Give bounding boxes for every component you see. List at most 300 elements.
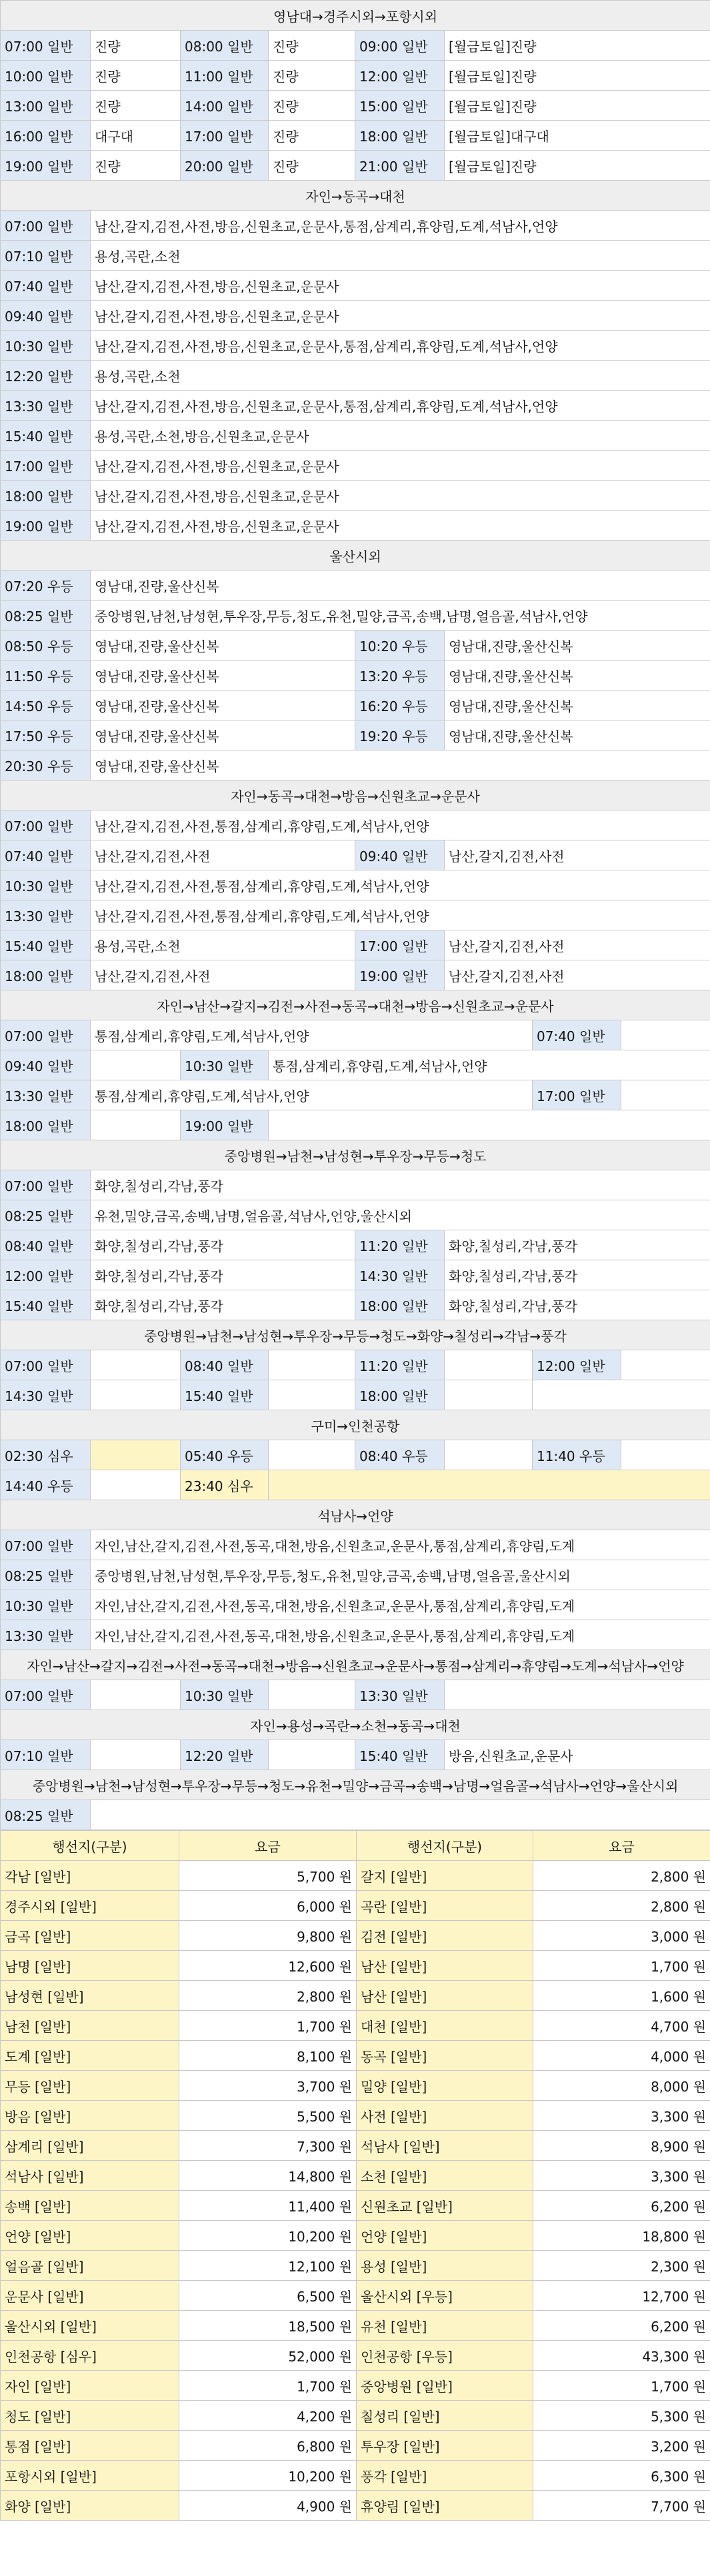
route-stops: 용성,곡란,소천,방음,신원초교,운문사 <box>91 421 710 451</box>
route-stops: 진량 <box>91 151 181 181</box>
departure-time: 19:00 일반 <box>181 1110 269 1140</box>
fare-row <box>1 1951 710 1981</box>
fare-destination: 각남 [일반] <box>1 1861 179 1891</box>
route-stops: 진량 <box>91 31 181 61</box>
departure-time: 18:00 일반 <box>355 1380 445 1410</box>
route-stops <box>269 1110 710 1140</box>
route-stops <box>269 1440 355 1470</box>
table-row <box>1 1530 710 1560</box>
fare-amount: 7,300 원 <box>179 2131 357 2161</box>
fare-destination: 남천 [일반] <box>1 2011 179 2041</box>
table-row <box>1 1260 710 1290</box>
fare-row <box>1 2341 710 2371</box>
route-stops: 영남대,진량,울산신복 <box>91 631 355 660</box>
route-stops: 남산,갈지,김전,사전,방음,신원초교,운문사 <box>91 451 710 481</box>
table-row <box>1 810 710 840</box>
departure-time: 07:00 일반 <box>1 1530 91 1560</box>
fare-amount: 8,100 원 <box>179 2041 357 2071</box>
table-row <box>1 511 710 541</box>
departure-time: 11:00 일반 <box>181 61 269 91</box>
departure-time: 11:40 우등 <box>533 1440 621 1470</box>
fare-destination: 화양 [일반] <box>1 2491 179 2521</box>
fare-amount: 2,300 원 <box>533 2251 710 2281</box>
route-stops: 화양,칠성리,각남,풍각 <box>91 1230 355 1260</box>
table-row <box>1 840 710 870</box>
departure-time: 19:00 일반 <box>1 151 91 181</box>
table-row <box>1 1560 710 1590</box>
route-stops: 남산,갈지,김전,사전,방음,신원초교,운문사,통점,삼계리,휴양림,도계,석남사,언양 <box>91 331 710 361</box>
departure-time: 15:00 일반 <box>355 91 445 121</box>
route-stops: 영남대,진량,울산신복 <box>445 720 710 750</box>
table-row <box>1 660 710 690</box>
departure-time: 07:00 일반 <box>1 1170 91 1200</box>
fare-amount: 10,200 원 <box>179 2461 357 2491</box>
route-stops <box>445 1680 710 1710</box>
fare-destination: 남산 [일반] <box>357 1951 533 1981</box>
fare-rows <box>1 1861 710 2521</box>
route-stops: 남산,갈지,김전,사전 <box>91 960 355 990</box>
route-stops: 영남대,진량,울산신복 <box>445 690 710 720</box>
route-stops <box>269 1380 355 1410</box>
fare-destination: 남성현 [일반] <box>1 1981 179 2011</box>
fare-destination: 동곡 [일반] <box>357 2041 533 2071</box>
route-stops: 진량 <box>91 91 181 121</box>
departure-time: 17:00 일반 <box>355 930 445 960</box>
fare-row <box>1 2101 710 2131</box>
route-stops: 대구대 <box>91 121 181 151</box>
departure-time: 17:50 우등 <box>1 720 91 750</box>
departure-time: 14:30 일반 <box>1 1380 91 1410</box>
table-row <box>1 1590 710 1620</box>
fare-amount: 4,900 원 <box>179 2491 357 2521</box>
fare-amount: 52,000 원 <box>179 2341 357 2371</box>
departure-time: 15:40 일반 <box>1 930 91 960</box>
column-header: 요금 <box>533 1831 710 1861</box>
departure-time: 21:00 일반 <box>355 151 445 181</box>
departure-time: 05:40 우등 <box>181 1440 269 1470</box>
fare-destination: 도계 [일반] <box>1 2041 179 2071</box>
route-stops: 통점,삼계리,휴양림,도계,석남사,언양 <box>91 1080 533 1110</box>
column-header: 요금 <box>179 1831 357 1861</box>
fare-amount: 6,200 원 <box>533 2191 710 2221</box>
empty-cell <box>533 1380 710 1410</box>
fare-row <box>1 2071 710 2101</box>
table-row <box>1 571 710 601</box>
fare-row <box>1 2191 710 2221</box>
fare-amount: 10,200 원 <box>179 2221 357 2251</box>
route-stops <box>91 1050 181 1080</box>
route-stops <box>269 1470 710 1500</box>
departure-time: 14:50 우등 <box>1 690 91 720</box>
route-stops <box>91 1440 181 1470</box>
departure-time: 10:30 일반 <box>181 1680 269 1710</box>
fare-destination: 남산 [일반] <box>357 1981 533 2011</box>
section-header <box>1 1 710 31</box>
fare-amount: 4,700 원 <box>533 2011 710 2041</box>
departure-time: 07:00 일반 <box>1 211 91 241</box>
route-stops <box>91 1800 710 1830</box>
route-stops: 영남대,진량,울산신복 <box>91 690 355 720</box>
fare-amount: 2,800 원 <box>533 1861 710 1891</box>
departure-time: 18:00 일반 <box>355 1290 445 1320</box>
route-stops <box>621 1080 710 1110</box>
departure-time: 18:00 일반 <box>355 121 445 151</box>
route-stops <box>91 1380 181 1410</box>
departure-time: 17:00 일반 <box>533 1080 621 1110</box>
fare-amount: 9,800 원 <box>179 1921 357 1951</box>
table-row <box>1 1800 710 1830</box>
fare-row <box>1 1891 710 1921</box>
route-stops: 용성,곡란,소천 <box>91 930 355 960</box>
departure-time: 13:20 우등 <box>355 660 445 690</box>
table-row <box>1 1290 710 1320</box>
section-title: 영남대→경주시외→포항시외 <box>1 1 710 31</box>
column-header: 행선지(구분) <box>357 1831 533 1861</box>
departure-time: 13:30 일반 <box>1 900 91 930</box>
departure-time: 13:30 일반 <box>1 391 91 421</box>
departure-time: 13:30 일반 <box>1 1620 91 1650</box>
fare-destination: 인천공항 [우등] <box>357 2341 533 2371</box>
departure-time: 08:25 일반 <box>1 1800 91 1830</box>
route-stops: 화양,칠성리,각남,풍각 <box>91 1290 355 1320</box>
departure-time: 15:40 일반 <box>1 421 91 451</box>
fare-amount: 6,300 원 <box>533 2461 710 2491</box>
departure-time: 10:00 일반 <box>1 61 91 91</box>
departure-time: 07:00 일반 <box>1 31 91 61</box>
departure-time: 10:30 일반 <box>1 870 91 900</box>
route-stops: 진량 <box>269 91 355 121</box>
fare-header-row <box>1 1831 710 1861</box>
fare-amount: 6,800 원 <box>179 2431 357 2461</box>
fare-amount: 8,000 원 <box>533 2071 710 2101</box>
section-header <box>1 1650 710 1680</box>
fare-row <box>1 2251 710 2281</box>
table-row <box>1 271 710 301</box>
fare-destination: 운문사 [일반] <box>1 2281 179 2311</box>
departure-time: 09:40 일반 <box>355 840 445 870</box>
departure-time: 20:00 일반 <box>181 151 269 181</box>
route-stops: 남산,갈지,김전,사전,통점,삼계리,휴양림,도계,석남사,언양 <box>91 810 710 840</box>
section-header <box>1 541 710 571</box>
section-title: 구미→인천공항 <box>1 1410 710 1440</box>
route-stops: 통점,삼계리,휴양림,도계,석남사,언양 <box>269 1050 710 1080</box>
table-row <box>1 1050 710 1080</box>
departure-time: 07:00 일반 <box>1 1680 91 1710</box>
route-stops <box>91 1350 181 1380</box>
departure-time: 15:40 일반 <box>1 1290 91 1320</box>
table-row <box>1 1620 710 1650</box>
departure-time: 16:20 우등 <box>355 690 445 720</box>
table-row <box>1 1170 710 1200</box>
fare-amount: 8,900 원 <box>533 2131 710 2161</box>
fare-row <box>1 2311 710 2341</box>
route-stops: 남산,갈지,김전,사전,방음,신원초교,운문사,통점,삼계리,휴양림,도계,석남사,언양 <box>91 391 710 421</box>
section-header <box>1 780 710 810</box>
table-row <box>1 91 710 121</box>
departure-time: 13:30 일반 <box>1 1080 91 1110</box>
table-row <box>1 601 710 631</box>
route-stops: 중앙병원,남천,남성현,투우장,무등,청도,유천,밀양,금곡,송백,남명,얼음골,석남사,언양 <box>91 601 710 631</box>
route-stops: 진량 <box>269 121 355 151</box>
route-stops: 남산,갈지,김전,사전 <box>445 930 710 960</box>
departure-time: 10:30 일반 <box>1 1590 91 1620</box>
route-stops: 진량 <box>269 31 355 61</box>
fare-amount: 14,800 원 <box>179 2161 357 2191</box>
fare-amount: 11,400 원 <box>179 2191 357 2221</box>
departure-time: 18:00 일반 <box>1 481 91 511</box>
fare-destination: 금곡 [일반] <box>1 1921 179 1951</box>
route-stops: 남산,갈지,김전,사전 <box>445 960 710 990</box>
table-row <box>1 331 710 361</box>
fare-destination: 무등 [일반] <box>1 2071 179 2101</box>
route-stops <box>445 1440 533 1470</box>
fare-row <box>1 2281 710 2311</box>
departure-time: 17:00 일반 <box>1 451 91 481</box>
table-row <box>1 1380 710 1410</box>
route-stops: 남산,갈지,김전,사전,통점,삼계리,휴양림,도계,석남사,언양 <box>91 900 710 930</box>
departure-time: 07:00 일반 <box>1 1350 91 1380</box>
column-header: 행선지(구분) <box>1 1831 179 1861</box>
route-stops: 진량 <box>269 151 355 181</box>
fare-amount: 7,700 원 <box>533 2491 710 2521</box>
fare-destination: 인천공항 [심우] <box>1 2341 179 2371</box>
fare-row <box>1 2431 710 2461</box>
route-stops: 통점,삼계리,휴양림,도계,석남사,언양 <box>91 1020 533 1050</box>
section-header <box>1 1140 710 1170</box>
fare-amount: 1,700 원 <box>533 1951 710 1981</box>
route-stops <box>445 1380 533 1410</box>
section-title: 중앙병원→남천→남성현→투우장→무등→청도 <box>1 1140 710 1170</box>
departure-time: 14:00 일반 <box>181 91 269 121</box>
route-stops: [월금토일]진량 <box>445 31 710 61</box>
route-stops: 화양,칠성리,각남,풍각 <box>91 1170 710 1200</box>
table-row <box>1 1230 710 1260</box>
section-title: 울산시외 <box>1 541 710 571</box>
route-stops: 자인,남산,갈지,김전,사전,동곡,대천,방음,신원초교,운문사,통점,삼계리,휴양림,도계 <box>91 1620 710 1650</box>
fare-destination: 김전 [일반] <box>357 1921 533 1951</box>
table-row <box>1 481 710 511</box>
section-title: 석남사→언양 <box>1 1500 710 1530</box>
fare-destination: 남명 [일반] <box>1 1951 179 1981</box>
route-stops: 영남대,진량,울산신복 <box>445 660 710 690</box>
fare-destination: 칠성리 [일반] <box>357 2401 533 2431</box>
fare-amount: 43,300 원 <box>533 2341 710 2371</box>
route-stops: 화양,칠성리,각남,풍각 <box>445 1230 710 1260</box>
fare-row <box>1 2221 710 2251</box>
fare-destination: 포항시외 [일반] <box>1 2461 179 2491</box>
fare-destination: 통점 [일반] <box>1 2431 179 2461</box>
fare-destination: 석남사 [일반] <box>1 2161 179 2191</box>
fare-row <box>1 2161 710 2191</box>
departure-time: 08:40 일반 <box>181 1350 269 1380</box>
departure-time: 13:00 일반 <box>1 91 91 121</box>
fare-amount: 6,000 원 <box>179 1891 357 1921</box>
departure-time: 07:40 일반 <box>1 271 91 301</box>
route-stops: 영남대,진량,울산신복 <box>91 660 355 690</box>
route-stops: 영남대,진량,울산신복 <box>91 571 710 601</box>
fare-row <box>1 2041 710 2071</box>
route-stops <box>269 1680 355 1710</box>
departure-time: 07:40 일반 <box>533 1020 621 1050</box>
fare-amount: 6,500 원 <box>179 2281 357 2311</box>
route-stops <box>91 1110 181 1140</box>
departure-time: 08:40 우등 <box>355 1440 445 1470</box>
fare-destination: 소천 [일반] <box>357 2161 533 2191</box>
departure-time: 08:25 일반 <box>1 1560 91 1590</box>
route-stops: 화양,칠성리,각남,풍각 <box>445 1260 710 1290</box>
fare-row <box>1 1921 710 1951</box>
route-stops: 남산,갈지,김전,사전,방음,신원초교,운문사 <box>91 301 710 331</box>
route-stops <box>621 1350 710 1380</box>
departure-time: 08:40 일반 <box>1 1230 91 1260</box>
table-row <box>1 121 710 151</box>
departure-time: 12:00 일반 <box>355 61 445 91</box>
route-stops: 자인,남산,갈지,김전,사전,동곡,대천,방음,신원초교,운문사,통점,삼계리,휴양림,도계 <box>91 1590 710 1620</box>
table-row <box>1 241 710 271</box>
section-header <box>1 181 710 211</box>
route-stops <box>269 1350 355 1380</box>
departure-time: 14:30 일반 <box>355 1260 445 1290</box>
table-row <box>1 61 710 91</box>
departure-time: 19:20 우등 <box>355 720 445 750</box>
departure-time: 07:10 일반 <box>1 241 91 271</box>
route-stops: 중앙병원,남천,남성현,투우장,무등,청도,유천,밀양,금곡,송백,남명,얼음골,울산시외 <box>91 1560 710 1590</box>
route-stops <box>445 1350 533 1380</box>
fare-amount: 12,600 원 <box>179 1951 357 1981</box>
fare-row <box>1 2371 710 2401</box>
fare-amount: 3,300 원 <box>533 2161 710 2191</box>
fare-destination: 자인 [일반] <box>1 2371 179 2401</box>
fare-destination: 투우장 [일반] <box>357 2431 533 2461</box>
table-row <box>1 211 710 241</box>
fare-destination: 갈지 [일반] <box>357 1861 533 1891</box>
route-stops: 화양,칠성리,각남,풍각 <box>91 1260 355 1290</box>
fare-amount: 2,800 원 <box>533 1891 710 1921</box>
section-header <box>1 1410 710 1440</box>
departure-time: 12:00 일반 <box>533 1350 621 1380</box>
fare-destination: 방음 [일반] <box>1 2101 179 2131</box>
route-stops: 영남대,진량,울산신복 <box>91 750 710 780</box>
fare-amount: 18,500 원 <box>179 2311 357 2341</box>
table-row <box>1 900 710 930</box>
section-title: 자인→남산→갈지→김전→사전→동곡→대천→방음→신원초교→운문사 <box>1 990 710 1020</box>
fare-amount: 3,300 원 <box>533 2101 710 2131</box>
route-stops: 남산,갈지,김전,사전,방음,신원초교,운문사 <box>91 271 710 301</box>
table-row <box>1 631 710 660</box>
fare-destination: 얼음골 [일반] <box>1 2251 179 2281</box>
table-row <box>1 750 710 780</box>
departure-time: 08:50 우등 <box>1 631 91 660</box>
route-stops: 자인,남산,갈지,김전,사전,동곡,대천,방음,신원초교,운문사,통점,삼계리,휴양림,도계 <box>91 1530 710 1560</box>
table-row <box>1 1440 710 1470</box>
departure-time: 14:40 우등 <box>1 1470 91 1500</box>
route-stops: [월금토일]대구대 <box>445 121 710 151</box>
departure-time: 11:20 일반 <box>355 1350 445 1380</box>
fare-destination: 곡란 [일반] <box>357 1891 533 1921</box>
departure-time: 18:00 일반 <box>1 1110 91 1140</box>
table-row <box>1 1080 710 1110</box>
route-stops: [월금토일]진량 <box>445 91 710 121</box>
route-stops: 영남대,진량,울산신복 <box>91 720 355 750</box>
fare-amount: 3,700 원 <box>179 2071 357 2101</box>
section-title: 중앙병원→남천→남성현→투우장→무등→청도→유천→밀양→금곡→송백→남명→얼음골→석남사→언양→울산시외 <box>1 1770 710 1800</box>
route-stops <box>621 1440 710 1470</box>
table-row <box>1 1200 710 1230</box>
fare-row <box>1 1981 710 2011</box>
fare-amount: 18,800 원 <box>533 2221 710 2251</box>
route-stops: [월금토일]진량 <box>445 61 710 91</box>
fare-destination: 사전 [일반] <box>357 2101 533 2131</box>
section-header <box>1 1770 710 1800</box>
departure-time: 08:25 일반 <box>1 601 91 631</box>
departure-time: 15:40 일반 <box>355 1740 445 1770</box>
fare-row <box>1 2131 710 2161</box>
departure-time: 13:30 일반 <box>355 1680 445 1710</box>
fare-destination: 대천 [일반] <box>357 2011 533 2041</box>
fare-amount: 1,700 원 <box>179 2371 357 2401</box>
fare-destination: 신원초교 [일반] <box>357 2191 533 2221</box>
fare-destination: 풍각 [일반] <box>357 2461 533 2491</box>
fare-row <box>1 2461 710 2491</box>
fare-destination: 유천 [일반] <box>357 2311 533 2341</box>
departure-time: 10:30 일반 <box>1 331 91 361</box>
route-stops: 용성,곡란,소천 <box>91 241 710 271</box>
route-stops: 남산,갈지,김전,사전,통점,삼계리,휴양림,도계,석남사,언양 <box>91 870 710 900</box>
fare-amount: 5,300 원 <box>533 2401 710 2431</box>
table-row <box>1 451 710 481</box>
section-header <box>1 1500 710 1530</box>
route-stops: 진량 <box>269 61 355 91</box>
table-row <box>1 1740 710 1770</box>
fare-amount: 6,200 원 <box>533 2311 710 2341</box>
fare-destination: 송백 [일반] <box>1 2191 179 2221</box>
table-row <box>1 361 710 391</box>
fare-destination: 휴양림 [일반] <box>357 2491 533 2521</box>
departure-time: 18:00 일반 <box>1 960 91 990</box>
table-row <box>1 1680 710 1710</box>
departure-time: 09:40 일반 <box>1 1050 91 1080</box>
fare-destination: 언양 [일반] <box>357 2221 533 2251</box>
route-stops: 방음,신원초교,운문사 <box>445 1740 710 1770</box>
departure-time: 07:00 일반 <box>1 1020 91 1050</box>
section-header <box>1 1710 710 1740</box>
fare-amount: 3,000 원 <box>533 1921 710 1951</box>
route-stops <box>621 1020 710 1050</box>
departure-time: 12:00 일반 <box>1 1260 91 1290</box>
route-stops <box>91 1680 181 1710</box>
section-title: 자인→남산→갈지→김전→사전→동곡→대천→방음→신원초교→운문사→통점→삼계리→휴양림→도계→석남사→언양 <box>1 1650 710 1680</box>
departure-time: 12:20 일반 <box>181 1740 269 1770</box>
table-row <box>1 870 710 900</box>
table-row <box>1 960 710 990</box>
fare-amount: 4,000 원 <box>533 2041 710 2071</box>
fare-amount: 4,200 원 <box>179 2401 357 2431</box>
fare-amount: 3,200 원 <box>533 2431 710 2461</box>
table-row <box>1 720 710 750</box>
fare-destination: 울산시외 [일반] <box>1 2311 179 2341</box>
route-stops: 진량 <box>91 61 181 91</box>
route-stops: 남산,갈지,김전,사전 <box>91 840 355 870</box>
route-stops: 남산,갈지,김전,사전,방음,신원초교,운문사 <box>91 481 710 511</box>
table-row <box>1 31 710 61</box>
table-row <box>1 1110 710 1140</box>
departure-time: 09:00 일반 <box>355 31 445 61</box>
fare-destination: 밀양 [일반] <box>357 2071 533 2101</box>
section-header <box>1 1320 710 1350</box>
table-row <box>1 391 710 421</box>
section-title: 중앙병원→남천→남성현→투우장→무등→청도→화양→칠성리→각남→풍각 <box>1 1320 710 1350</box>
departure-time: 11:50 우등 <box>1 660 91 690</box>
